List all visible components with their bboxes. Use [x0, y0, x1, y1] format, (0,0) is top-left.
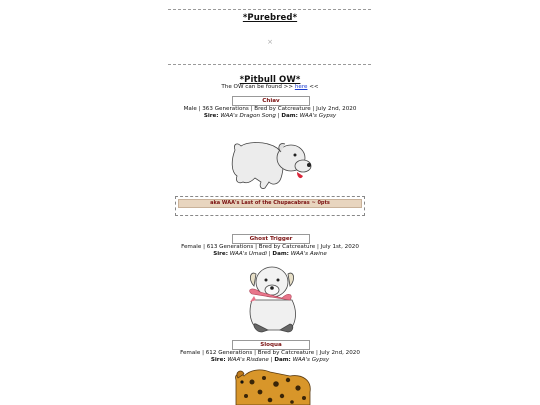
dog-parents: Sire: WAA's Dragon Song | Dam: WAA's Gypsy	[203, 113, 337, 119]
pitbull-heading: *Pitbull OW*	[239, 75, 301, 85]
dog-parents: Sire: WAA's Umadi | Dam: WAA's Awine	[213, 251, 327, 257]
banner-text: aka WAA's Last of the Chupacabras ~ 0pts	[178, 199, 362, 208]
dog-image-ghost-trigger	[232, 260, 310, 334]
ow-line: The OW can be found >> here <<	[221, 84, 319, 90]
dog-info: Female | 612 Generations | Bred by Catcreature | July 2nd, 2020	[180, 350, 360, 356]
dog-name-sloqua: Sloqua	[232, 340, 310, 350]
broken-image-icon: ×	[267, 38, 273, 46]
ow-here-link[interactable]: here	[294, 84, 308, 90]
dog-info: Female | 613 Generations | Bred by Catcreature | July 1st, 2020	[181, 244, 359, 250]
purebred-heading: *Purebred*	[242, 13, 298, 23]
divider-top	[168, 9, 371, 10]
dog-image-chiav	[225, 122, 315, 194]
dog-image-sloqua	[230, 366, 314, 405]
divider-middle	[168, 64, 371, 65]
dog-info: Male | 363 Generations | Bred by Catcreature | July 2nd, 2020	[183, 106, 357, 112]
dog-parents: Sire: WAA's Risdane | Dam: WAA's Gypsy	[210, 357, 330, 363]
banner-box	[175, 196, 365, 216]
dog-name-chiav: Chiav	[232, 96, 310, 106]
dog-name-ghost-trigger: Ghost Trigger	[232, 234, 310, 244]
